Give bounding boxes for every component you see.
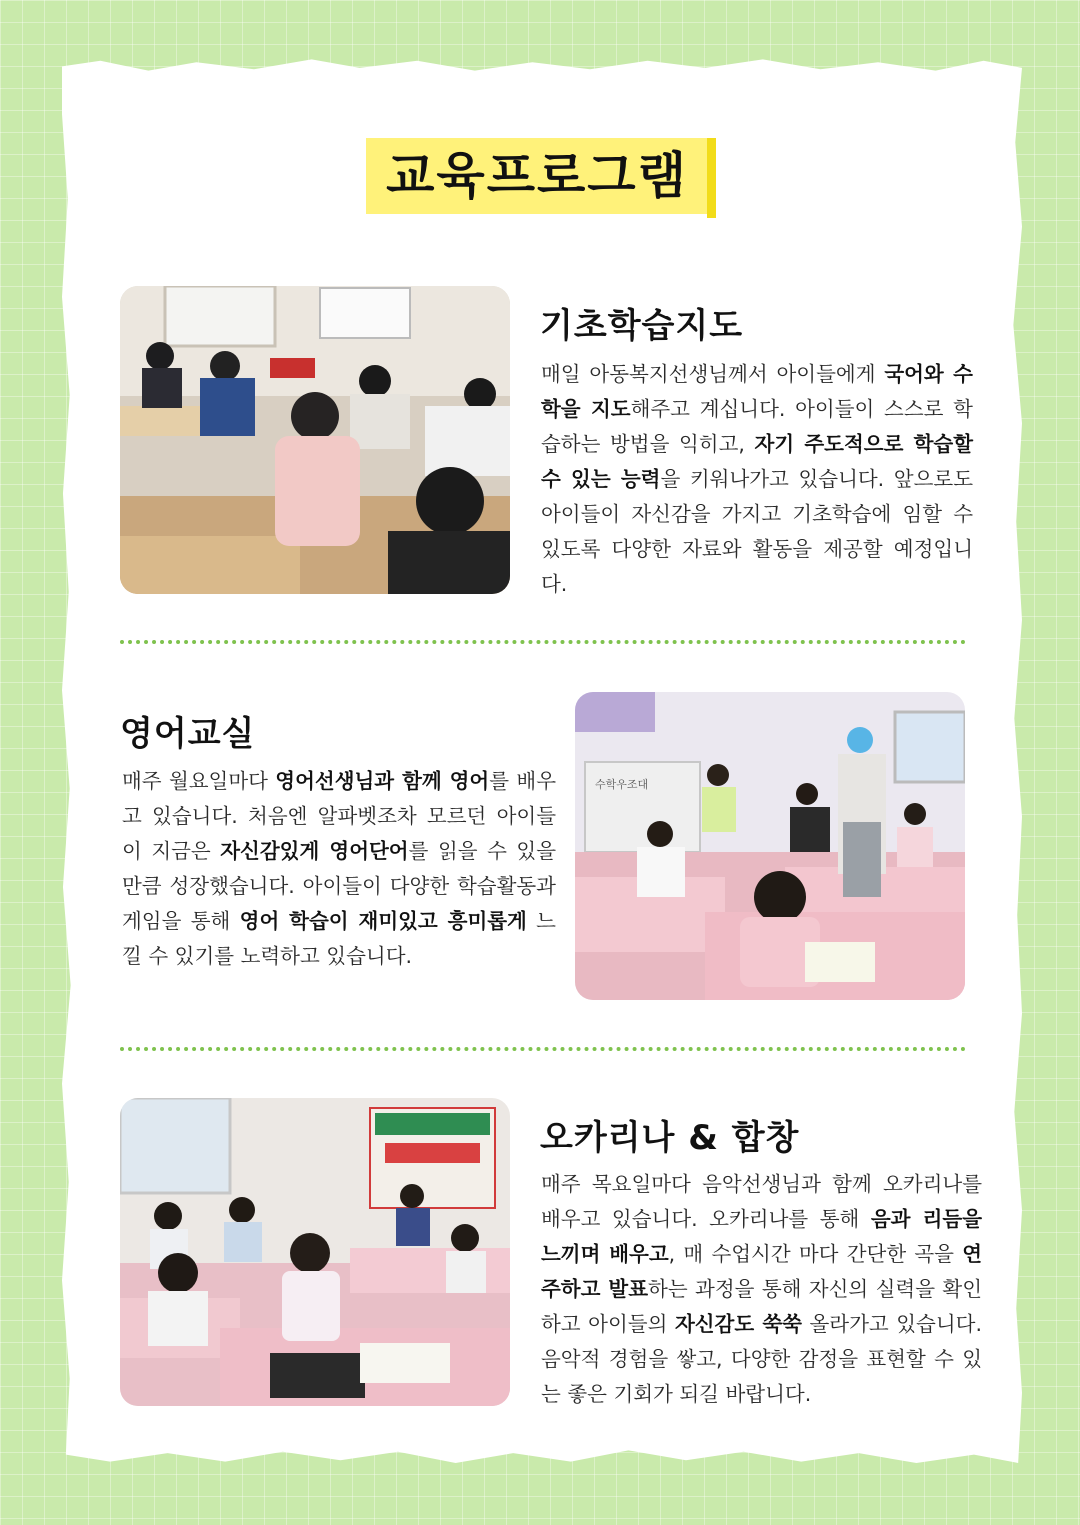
section-divider	[120, 1047, 966, 1051]
page-title: 교육프로그램	[386, 147, 688, 205]
section-heading: 영어교실	[120, 714, 256, 754]
title-banner	[366, 138, 716, 216]
body-emphasis: 연주하고 발표	[541, 1242, 982, 1301]
body-text-run: , 매 수업시간 마다 간단한 곡을	[668, 1242, 963, 1266]
body-text-run: 느낄 수 있기를 노력하고 있습니다.	[122, 909, 556, 968]
classroom-photo-english	[575, 692, 965, 1000]
body-text-run: 매주 목요일마다 음악선생님과 함께 오카리나를 배우고 있습니다. 오카리나를 통해	[541, 1172, 982, 1231]
body-emphasis: 자신감있게 영어단어	[220, 839, 409, 863]
section-body	[541, 1167, 982, 1412]
body-emphasis: 자신감도 쑥쑥	[674, 1312, 802, 1336]
board-text: 수학우조대	[595, 778, 649, 791]
section-heading: 기초학습지도	[540, 306, 744, 346]
section-body	[541, 357, 973, 602]
body-text-run: 를 읽을 수 있을만큼 성장했습니다. 아이들이 다양한 학습활동과 게임을 통해	[122, 839, 556, 933]
classroom-photo-study	[120, 286, 510, 594]
body-text-run: 을 키워나가고 있습니다. 앞으로도 아이들이 자신감을 가지고 기초학습에 임할 수 있도록 다양한 자료와 활동을 제공할 예정입니다.	[541, 467, 973, 596]
body-text-run: 매주 월요일마다	[122, 769, 276, 793]
body-emphasis: 영어 학습이 재미있고 흥미롭게	[239, 909, 527, 933]
title-accent-bar	[707, 138, 716, 218]
body-text-run: 하는 과정을 통해 자신의 실력을 확인하고 아이들의	[541, 1277, 982, 1336]
body-emphasis: 영어선생님과 함께 영어	[275, 769, 490, 793]
body-emphasis: 자기 주도적으로 학습할 수 있는 능력	[541, 432, 973, 491]
body-text-run: 올라가고 있습니다. 음악적 경험을 쌓고, 다양한 감정을 표현할 수 있는 좋은 기회가 되길 바랍니다.	[541, 1312, 982, 1406]
body-emphasis: 음과 리듬을 느끼며 배우고	[541, 1207, 982, 1266]
section-body	[122, 764, 556, 974]
body-emphasis: 국어와 수학을 지도	[541, 362, 973, 421]
body-text-run: 매일 아동복지선생님께서 아이들에게	[541, 362, 885, 386]
body-text-run: 를 배우고 있습니다. 처음엔 알파벳조차 모르던 아이들이 지금은	[122, 769, 556, 863]
classroom-photo-ocarina	[120, 1098, 510, 1406]
body-text-run: 해주고 계십니다. 아이들이 스스로 학습하는 방법을 익히고,	[541, 397, 973, 456]
section-divider	[120, 640, 966, 644]
section-heading: 오카리나 & 합창	[540, 1118, 800, 1158]
